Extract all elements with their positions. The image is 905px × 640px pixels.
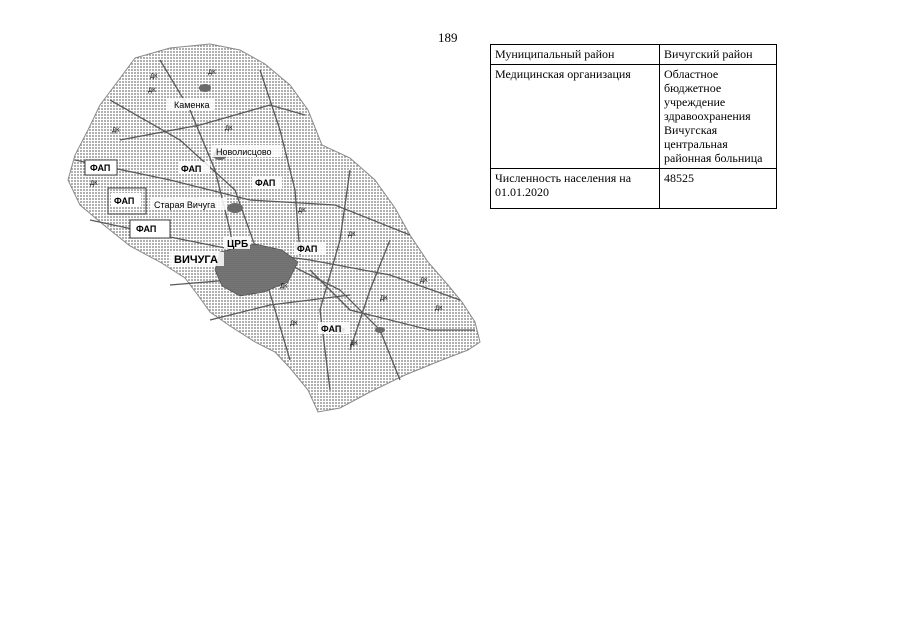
map-label-dk: ДК <box>90 181 98 187</box>
map-label-fap: ФАП <box>136 224 157 234</box>
table-row <box>491 45 777 65</box>
map-label-fap: ФАП <box>297 244 318 254</box>
map-label-dk: ДК <box>225 126 233 132</box>
map-label-dk: ДК <box>150 74 158 80</box>
map-label-dk: ДК <box>420 278 428 284</box>
settlement-marker <box>199 84 211 92</box>
map-label-dk: ДК <box>298 208 306 214</box>
map-label-vichuga: ВИЧУГА <box>174 254 218 266</box>
district-info-table <box>490 44 777 209</box>
map-label-novolistsovo: Новолисцово <box>216 147 272 157</box>
table-row <box>491 169 777 209</box>
map-label-dk: ДК <box>290 321 298 327</box>
district-map <box>50 30 490 420</box>
map-label-dk: ДК <box>350 341 358 347</box>
map-label-dk: ДК <box>208 70 216 76</box>
map-label-dk: ДК <box>112 128 120 134</box>
table-row <box>491 65 777 169</box>
table-cell-key: Муниципальный район <box>491 45 660 65</box>
table-cell-value: 48525 <box>660 169 777 209</box>
table-cell-key: Численность населения на 01.01.2020 <box>491 169 660 209</box>
table-cell-value: Вичугский район <box>660 45 777 65</box>
map-label-kamenka: Каменка <box>174 100 210 110</box>
map-label-dk: ДК <box>148 88 156 94</box>
map-label-dk: ДК <box>380 296 388 302</box>
map-label-fap: ФАП <box>321 324 342 334</box>
map-label-fap: ФАП <box>90 163 111 173</box>
map-label-staraya-vichuga: Старая Вичуга <box>154 200 216 210</box>
map-label-fap: ФАП <box>255 178 276 188</box>
map-label-dk: ДК <box>435 306 443 312</box>
map-label-fap: ФАП <box>114 196 135 206</box>
map-label-dk: ДК <box>348 232 356 238</box>
map-label-crb: ЦРБ <box>227 239 249 250</box>
map-label-fap: ФАП <box>181 164 202 174</box>
page-number: 189 <box>438 30 458 45</box>
table-cell-key: Медицинская организация <box>491 65 660 169</box>
table-cell-value: Областное бюджетное учреждение здравоохранения Вичугская центральная районная больница <box>660 65 777 169</box>
map-label-dk: ДК <box>280 284 288 290</box>
settlement-marker <box>375 327 385 333</box>
settlement-marker <box>227 203 243 213</box>
